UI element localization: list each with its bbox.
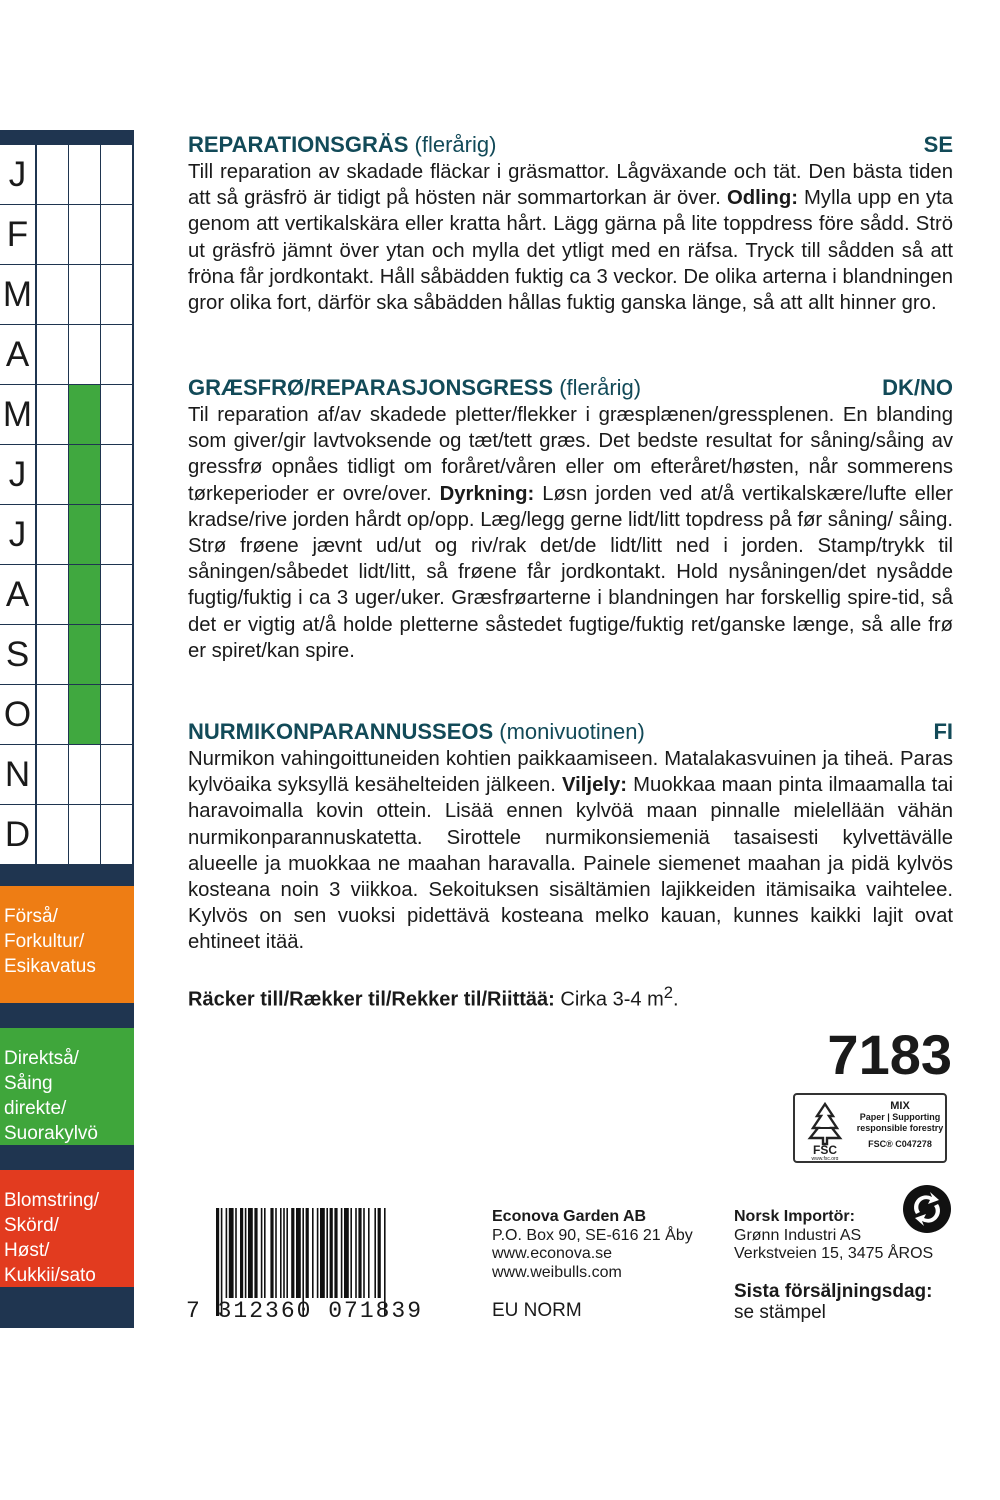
text-part: Løsn jorden ved at/å vertikalskære/lufte eller kradse/rive jorden hårdt op/opp. Læg/legg gerne lidt/litt topdress på før såning/ såing. Strø frøene jævnt ud/ut og riv/rak det/de lidt/litt ned i jorden. Stamp/trykk til såningen/såbedet lidt/litt, så frøene får jordkontakt. Hold nysåningen/det nysådde fugtig/fuktig i ca 3 uger/uker. Græsfrøarterne i blandningen har forskellig spire-tid, så det er vigtig at/å holde pletterne såstedet fugtige/fuktig ret/ganske længe, så alle frø er spiret/kan spire.	[188, 482, 953, 662]
last-sale-label: Sista försäljningsdag:	[734, 1281, 933, 1302]
cultivation-label: Viljely:	[562, 774, 628, 797]
legend-bloom-line: Skörd/	[4, 1215, 59, 1236]
coverage-end: .	[673, 988, 679, 1011]
language-code: SE	[923, 132, 953, 157]
legend-presow	[0, 886, 134, 1003]
section-finnish	[188, 718, 953, 956]
barcode-bar	[254, 1208, 257, 1298]
barcode-bar	[355, 1208, 357, 1298]
cultivation-label: Odling:	[727, 187, 798, 210]
calendar-cell	[101, 445, 132, 504]
text-part: Nurmikon vahingoittuneiden kohtien paikkaamiseen. Matalakasvuinen ja tiheä. Paras kylvöaika syksyllä kesähelteiden jälkeen.	[188, 748, 953, 797]
calendar-cell	[37, 805, 68, 864]
barcode-bar	[286, 1208, 288, 1298]
barcode-bar	[350, 1208, 352, 1298]
company-website: www.weibulls.com	[492, 1263, 622, 1281]
text-part: Muokkaa maan pinta ilmaamalla tai haravoimalla kovin ottein. Lisää ennen kylvöä maan pinnalle mielellään vähän nurmikonparannuskatetta. Sirottele nurmikonsiemeniä tasaisesti kylvettävälle alueelle ja muokkaa ne maahan haravalla. Painele siemenet maahan ja pidä kylvös kosteana noin 3 viikkoa. Sekoituksen sisältämien lajikkeiden itämisaika vaihtelee. Kylvös on sen vuoksi pidettävä kosteana melko kauan, kunnes kaikki lajit ovat ehtineet itää.	[188, 774, 954, 954]
fsc-label	[793, 1093, 947, 1163]
company-website: www.econova.se	[492, 1245, 613, 1262]
calendar-cell	[101, 625, 132, 684]
month-label: J	[0, 445, 35, 504]
calendar-cell	[37, 565, 68, 624]
calendar-cell	[37, 445, 68, 504]
month-label: O	[0, 685, 35, 744]
barcode-bar	[358, 1208, 361, 1298]
month-label: N	[0, 745, 35, 804]
importer-address: Verkstveien 15, 3475 ÅROS	[734, 1245, 934, 1262]
importer-label: Norsk Importör:	[734, 1208, 855, 1225]
calendar-cell	[101, 805, 132, 864]
direct-sowing-cell	[69, 625, 100, 684]
calendar-cell	[37, 505, 68, 564]
coverage-value: Cirka 3-4 m	[554, 988, 664, 1011]
legend-direct-line: direkte/	[4, 1098, 67, 1119]
calendar-row	[0, 565, 134, 624]
section-title: GRÆSFRØ/REPARASJONSGRESS	[188, 375, 554, 400]
calendar-row	[0, 385, 134, 444]
legend-direct-line: Direktså/	[4, 1048, 79, 1069]
recycle-icon	[902, 1184, 952, 1234]
calendar-row	[0, 145, 134, 204]
month-label: F	[0, 205, 35, 264]
barcode-bar	[306, 1208, 309, 1298]
calendar-cell	[101, 145, 132, 204]
calendar-cell	[101, 685, 132, 744]
eu-norm: EU NORM	[492, 1300, 582, 1321]
calendar-row	[0, 505, 134, 564]
legend-direct-sowing	[0, 1028, 134, 1145]
barcode-bar	[374, 1208, 376, 1298]
calendar-cell	[101, 385, 132, 444]
calendar-cell	[101, 265, 132, 324]
barcode-digits: 7 312360 071839	[186, 1298, 424, 1324]
section-danish-norwegian	[188, 374, 953, 664]
legend-presow-line: Forkultur/	[4, 931, 85, 952]
calendar-cell	[101, 745, 132, 804]
fsc-mix: MIX	[890, 1100, 910, 1112]
barcode-bar	[261, 1208, 263, 1298]
calendar-cell	[37, 265, 68, 324]
legend-bloom-line: Blomstring/	[4, 1190, 100, 1211]
legend-presow-line: Esikavatus	[4, 956, 96, 977]
section-swedish	[188, 131, 953, 316]
barcode-bar	[283, 1208, 285, 1298]
section-heading	[188, 374, 953, 402]
language-code: DK/NO	[882, 375, 953, 400]
direct-sowing-cell	[69, 565, 100, 624]
section-subtitle: (monivuotinen)	[493, 719, 645, 744]
calendar-cell	[37, 145, 68, 204]
cultivation-label: Dyrkning:	[439, 482, 535, 505]
calendar-row	[0, 805, 134, 864]
calendar-row	[0, 685, 134, 744]
text-part: Till reparation av skadade fläckar i gräsmattor. Lågväxande och tät. Den bästa tiden att så gräsfrö är tidigt på hösten när sommartorkan är över.	[188, 161, 953, 210]
legend-direct-line: Suorakylvö	[4, 1123, 98, 1144]
month-label: M	[0, 385, 35, 444]
calendar-cell	[69, 745, 100, 804]
coverage-label: Räcker till/Rækker til/Rekker til/Riittää:	[188, 988, 555, 1011]
month-label: M	[0, 265, 35, 324]
month-label: A	[0, 325, 35, 384]
legend-bloom-harvest	[0, 1170, 134, 1287]
calendar-cell	[37, 385, 68, 444]
coverage-info	[188, 983, 679, 1012]
text-part: Mylla upp en yta genom att vertikalskära eller kratta hårt. Lägg gärna på lite toppdress före sådd. Strö ut gräsfrö jämnt över ytan och mylla det ytligt med en räfsa. Tryck till sådden så att fröna får jordkontakt. Håll såbädden fuktig ca 3 veckor. De olika arterna i blandningen gror olika fort, därför ska såbädden hållas fuktig ganska länge, så att allt hinner gro.	[188, 187, 953, 315]
barcode-bar	[334, 1208, 337, 1298]
direct-sowing-cell	[69, 445, 100, 504]
calendar-row	[0, 745, 134, 804]
section-title: NURMIKONPARANNUSSEOS	[188, 719, 494, 744]
barcode-bar	[264, 1208, 266, 1298]
calendar-row	[0, 625, 134, 684]
barcode-bar	[378, 1208, 381, 1298]
section-heading	[188, 718, 953, 746]
barcode-bar	[291, 1208, 294, 1298]
legend-presow-line: Förså/	[4, 906, 58, 927]
barcode-bar	[245, 1208, 247, 1298]
fsc-logo-text: FSC	[813, 1143, 837, 1157]
direct-sowing-cell	[69, 505, 100, 564]
barcode-bar	[312, 1208, 314, 1298]
calendar-cell	[101, 565, 132, 624]
barcode-bar	[270, 1208, 273, 1298]
calendar-cell	[101, 505, 132, 564]
calendar-cell	[101, 205, 132, 264]
fsc-text	[855, 1101, 945, 1150]
section-text	[188, 402, 953, 664]
section-subtitle: (flerårig)	[408, 132, 497, 157]
barcode-bar	[226, 1208, 228, 1298]
calendar-row	[0, 205, 134, 264]
barcode-bar	[368, 1208, 370, 1298]
calendar-row	[0, 445, 134, 504]
section-text	[188, 159, 953, 316]
month-label: A	[0, 565, 35, 624]
section-title: REPARATIONSGRÄS	[188, 132, 409, 157]
month-label: J	[0, 145, 35, 204]
barcode-bar	[363, 1208, 365, 1298]
importer-name: Grønn Industri AS	[734, 1226, 862, 1244]
barcode-bar	[296, 1208, 301, 1298]
company-name: Econova Garden AB	[492, 1208, 647, 1225]
calendar-cell	[101, 325, 132, 384]
calendar-cell	[69, 145, 100, 204]
last-sale-value: se stämpel	[734, 1302, 826, 1323]
fsc-line: responsible forestry	[856, 1123, 944, 1133]
barcode-bar	[275, 1208, 277, 1298]
barcode-bar	[229, 1208, 234, 1298]
last-sale-date	[734, 1281, 932, 1323]
calendar-cell	[69, 805, 100, 864]
fsc-tree-icon	[799, 1098, 851, 1160]
month-label: J	[0, 505, 35, 564]
calendar-cell	[69, 265, 100, 324]
calendar-row	[0, 265, 134, 324]
month-label: D	[0, 805, 35, 864]
barcode-bar	[326, 1208, 328, 1298]
legend-direct-line: Såing	[4, 1073, 53, 1094]
legend-bloom-line: Kukkii/sato	[4, 1265, 96, 1286]
company-info	[492, 1208, 693, 1282]
fsc-line: Paper | Supporting	[859, 1112, 941, 1122]
calendar-cell	[37, 685, 68, 744]
direct-sowing-cell	[69, 685, 100, 744]
fsc-url: www.fsc.org	[811, 1156, 839, 1160]
calendar-cell	[37, 205, 68, 264]
coverage-unit-exponent: 2	[663, 983, 673, 1002]
language-code: FI	[933, 719, 953, 744]
barcode-bar	[248, 1208, 253, 1298]
calendar-cell	[37, 745, 68, 804]
calendar-cell	[37, 325, 68, 384]
section-heading	[188, 131, 953, 159]
barcode-bar	[317, 1208, 319, 1298]
barcode-bar	[240, 1208, 243, 1298]
section-text	[188, 746, 953, 956]
barcode-bar	[344, 1208, 349, 1298]
legend-bloom-line: Høst/	[4, 1240, 50, 1261]
direct-sowing-cell	[69, 385, 100, 444]
month-label: S	[0, 625, 35, 684]
barcode-bar	[330, 1208, 333, 1298]
barcode-bar	[280, 1208, 282, 1298]
company-address: P.O. Box 90, SE-616 21 Åby	[492, 1226, 693, 1244]
barcode-bar	[235, 1208, 237, 1298]
calendar-row	[0, 325, 134, 384]
calendar-cell	[37, 625, 68, 684]
text-part: Til reparation af/av skadede pletter/flekker i græsplænen/gressplenen. En blanding som giver/gir lavtvoksende og tæt/tett græs. Det bedste resultat for såning/såing av gressfrø opnåes tidligt om foråret/våren eller om efteråret/høsten, når sommerens tørkeperioder er ovre/over.	[188, 404, 953, 505]
article-number: 7183	[827, 1023, 952, 1086]
calendar-cell	[69, 205, 100, 264]
section-subtitle: (flerårig)	[553, 375, 642, 400]
barcode-bar	[341, 1208, 343, 1298]
barcode-bar	[320, 1208, 325, 1298]
fsc-code: FSC® C047278	[868, 1139, 932, 1149]
calendar-cell	[69, 325, 100, 384]
